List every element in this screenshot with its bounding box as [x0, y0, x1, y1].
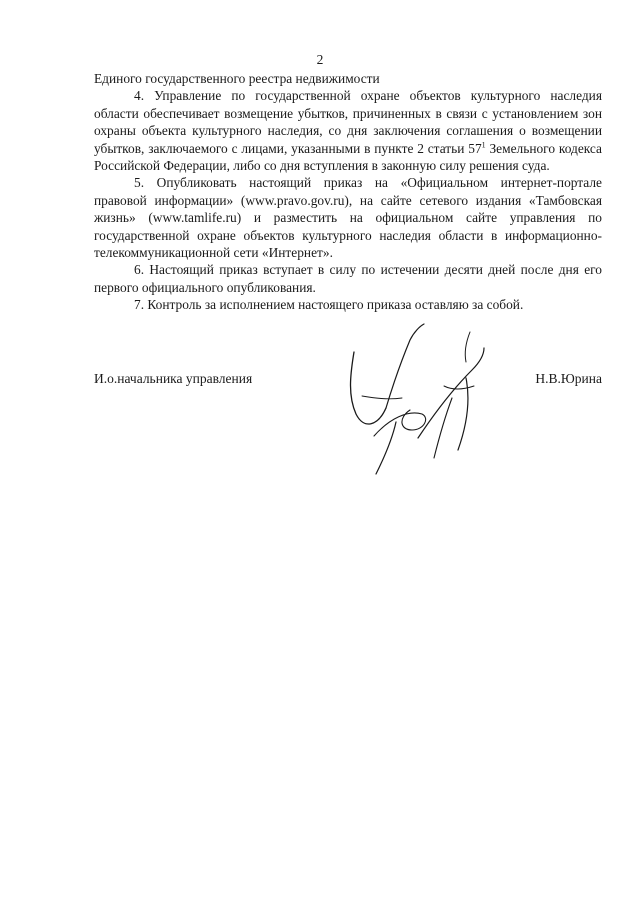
paragraph-4 [94, 87, 602, 174]
paragraph-6: 6. Настоящий приказ вступает в силу по истечении десяти дней после дня его первого официального опубликования. [94, 262, 602, 295]
paragraph-4-text-end: Земельного кодекса Российской Федерации, либо со дня вступления в законную силу решения суда. [94, 140, 602, 174]
paragraph-4-text-start: 4. Управление по государственной охране объектов культурного наследия области обеспечивает возмещение убытков, причиненных в связи с установлением зон охраны объекта культурного наследия, со дня заключения соглашения о возмещении убытков, заключаемого с лицами, указанными в пункте 2 статьи 57 [94, 88, 602, 156]
document-body [94, 70, 602, 314]
signer-position: И.о.начальника управления [94, 371, 253, 386]
page-number: 2 [316, 52, 324, 67]
paragraph-7: 7. Контроль за исполнением настоящего приказа оставляю за собой. [134, 297, 524, 313]
signer-name: Н.В.Юрина [535, 371, 602, 386]
footnote-superscript: 1 [481, 140, 486, 150]
paragraph-5: 5. Опубликовать настоящий приказ на «Официальном интернет-портале правовой информации» (www.pravo.gov.ru), на сайте сетевого издания «Тамбовская жизнь» (www.tamlife.ru) и разместить на официальном сайте управления по государственной охране объектов культурного наследия области в информационно-телекоммуникационной сети «Интернет». [94, 175, 602, 261]
opening-line: Единого государственного реестра недвижимости [94, 71, 380, 86]
handwritten-signature [334, 318, 504, 480]
